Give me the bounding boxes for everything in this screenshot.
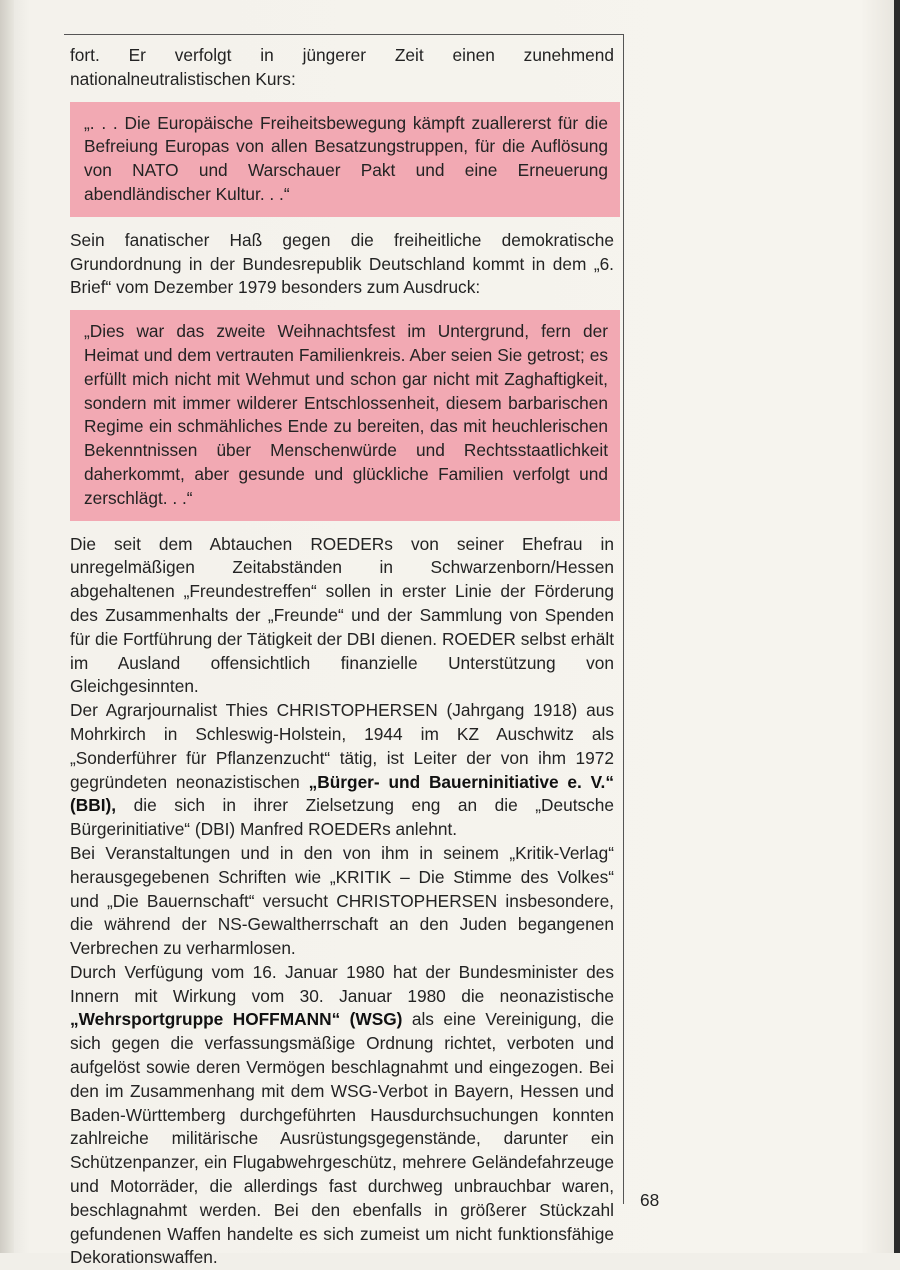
quote-1-text: „. . . Die Europäische Freiheitsbewegung kämpft zuallererst für die Befreiung Europas von allen Besatzungstruppen, für die Auflösung von NATO und Warschauer Pakt und eine Erneuerung abendländischer Kultur. . .“ [84,112,608,204]
binding-edge [0,0,14,1253]
page-right-edge [894,0,900,1253]
wsg-name-bold: „Wehrsportgruppe HOFFMANN“ (WSG) [70,1009,403,1030]
quote-2-text: „Dies war das zweite Weihnachtsfest im Untergrund, fern der Heimat und dem vertrauten Familienkreis. Aber seien Sie getrost; es erfüllt mich nicht mit Wehmut und schon gar nicht mit Zaghaftigkeit, sondern mit immer wilderer Entschlossenheit, diesem barbarischen Regime ein schmähliches Ende zu bereiten, das mit heuchlerischen Bekenntnissen über Menschenwürde und Rechtsstaatlichkeit daherkommt, aber gesunde und glückliche Familien verfolgt und zerschlägt. . .“ [84,321,608,508]
column-rule [623,34,624,1204]
bbi-name-bold: „Bürger- und Bauerninitiative e. V.“ (BBI), [70,771,614,816]
paragraph-2: Sein fanatischer Haß gegen die freiheitliche demokratische Grundordnung in der Bundesrepublik Deutschland kommt in dem „6. Brief“ vom Dezember 1979 besonders zum Ausdruck: [70,229,614,298]
paragraph-4-text-b: die sich in ihrer Zielsetzung eng an die „Deutsche Bürgerinitiative“ (DBI) Manfred ROEDERs anlehnt. [70,795,614,840]
paragraph-4 [70,699,614,842]
paragraph-1: fort. Er verfolgt in jüngerer Zeit einen zunehmend nationalneutralistischen Kurs: [70,45,614,89]
page-number: 68 [640,1190,660,1210]
highlighted-quote-1 [70,102,620,217]
highlighted-quote-2 [70,310,620,520]
paragraph-4-text-a: Der Agrarjournalist Thies CHRISTOPHERSEN (Jahrgang 1918) aus Mohrkirch in Schleswig-Holstein, 1944 im KZ Auschwitz als „Sonderführer für Pflanzenzucht“ tätig, ist Leiter der von ihm 1972 gegründeten neonazistischen [70,700,614,792]
top-rule [64,34,624,35]
text-column [70,44,614,1270]
paragraph-6-text-a: Durch Verfügung vom 16. Januar 1980 hat der Bundesminister des Innern mit Wirkung vom 30. Januar 1980 die neonazistische [70,961,614,1006]
paragraph-5: Bei Veranstaltungen und in den von ihm in seinem „Kritik-Verlag“ herausgegebenen Schriften wie „KRITIK – Die Stimme des Volkes“ und „Die Bauernschaft“ versucht CHRISTOPHERSEN insbesondere, die während der NS-Gewaltherrschaft an den Juden begangenen Verbrechen zu verharmlosen. [70,842,614,959]
paragraph-6 [70,961,614,1270]
paragraph-6-text-b: als eine Vereinigung, die sich gegen die verfassungsmäßige Ordnung richtet, verboten und aufgelöst sowie deren Vermögen beschlagnahmt und eingezogen. Bei den im Zusammenhang mit dem WSG-Verbot in Bayern, Hessen und Baden-Württemberg durchgeführten Hausdurchsuchungen konnten zahlreiche militärische Ausrüstungsgegenstände, darunter ein Schützenpanzer, ein Flugabwehrgeschütz, mehrere Geländefahrzeuge und Motorräder, die allerdings fast durchweg unbrauchbar waren, beschlagnahmt werden. Bei den ebenfalls in größerer Stückzahl gefundenen Waffen handelte es sich zumeist um nicht funktionsfähige Dekorationswaffen. [70,1009,614,1268]
paragraph-3: Die seit dem Abtauchen ROEDERs von seiner Ehefrau in unregelmäßigen Zeitabständen in Schwarzenborn/Hessen abgehaltenen „Freundestreffen“ sollen in erster Linie der Förderung des Zusammenhalts der „Freunde“ und der Sammlung von Spenden für die Fortführung der Tätigkeit der DBI dienen. ROEDER selbst erhält im Ausland offensichtlich finanzielle Unterstützung von Gleichgesinnten. [70,533,614,697]
